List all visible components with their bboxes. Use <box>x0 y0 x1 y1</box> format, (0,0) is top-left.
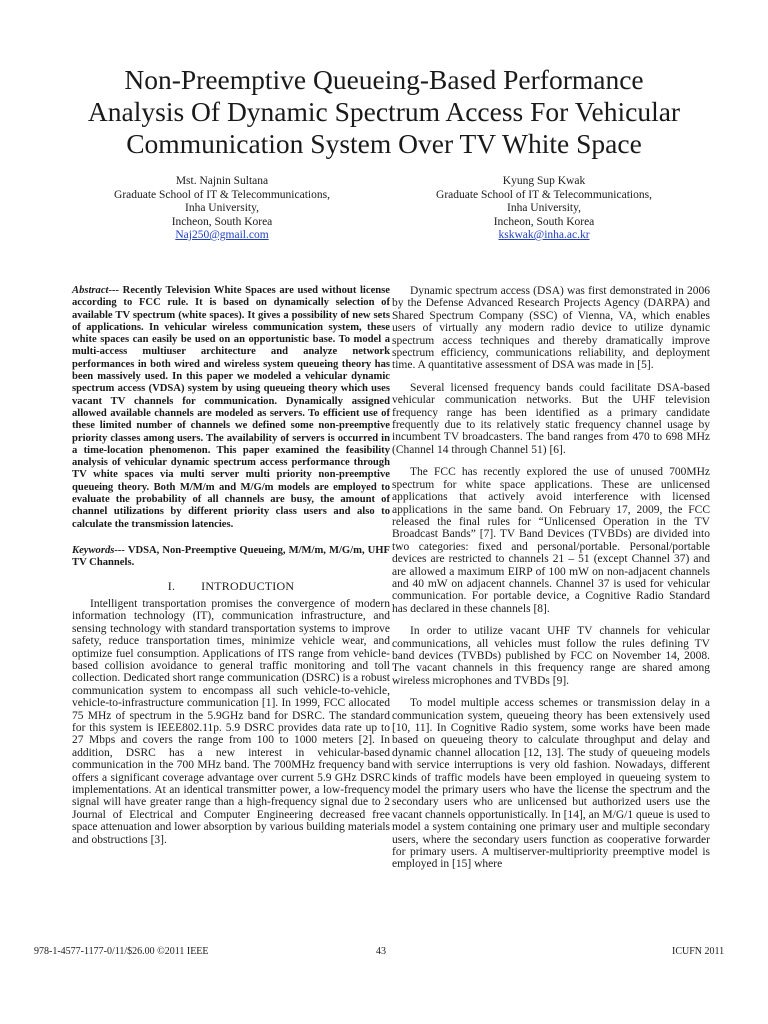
body-paragraph-fcc: The FCC has recently explored the use of unused 700MHz spectrum for white space applications. These are unlicensed applications that actively avoid interference with licensed applications in the same band. On February 17, 2009, the FCC released the final rules for “Unlicensed Operation in the TV Broadcast Bands” [7]. TV Band Devices (TVBDs) are divided into two categories: fixed and personal/portable. Personal/portable devices are restricted to channels 21 – 51 (except Channel 37) and are allowed a maximum EIRP of 100 mW on non-adjacent channels and 40 mW on adjacent channels. Channel 37 is used for vehicular communication. For portable device, a Cognitive Radio Standard has declared in these channels [8]. <box>392 466 710 615</box>
footer-conference: ICUFN 2011 <box>672 946 725 957</box>
abstract-label: Abstract--- <box>72 285 120 296</box>
abstract <box>72 285 390 531</box>
author-location: Incheon, South Korea <box>171 215 273 228</box>
abstract-text: Recently Television White Spaces are used without license according to FCC rule. It is based on dynamically selection of available TV spectrum (white spaces). It gives a possibility of new sets of applications. In vehicular wireless communication system, these white spaces can easily be used on an opportunistic base. To model a multi-access multiuser architecture and analyze network performances in both wired and wireless system queueing theory has been massively used. In this paper we modeled a vehicular dynamic spectrum access (VDSA) system by using queueing theory which uses vacant TV channels for communication. Dynamically assigned allowed available channels are modeled as servers. To efficient use of these limited number of channels we defined some non-preemptive priority classes among users. The availability of servers is occurred in a time-location phenomenon. This paper examined the feasibility analysis of vehicular dynamic spectrum access performance through TV white spaces via multi server multi priority non-preemptive queueing theory. Both M/M/m and M/G/m models are employed to evaluate the probability of all channels are busy, the amount of channel utilizations by different priority class users and also to calculate the transmission latencies. <box>72 285 390 530</box>
keywords <box>72 545 390 570</box>
intro-paragraph-1: Intelligent transportation promises the convergence of modern information technology (IT), communication infrastructure, and sensing technology with standard transportation systems to improve safety, reduce transportation times, minimize vehicle wear, and optimize fuel consumption. Applications of ITS range from vehicle-based collision avoidance to general traffic monitoring and toll collection. Dedicated short range communication (DSRC) is a robust communication system to encompass all such vehicle-to-vehicle, vehicle-to-infrastructure communication [1]. In 1999, FCC allocated 75 MHz of spectrum in the 5.9GHz band for DSRC. The standard for this system is IEEE802.11p. 5.9 DSRC provides data rate up to 27 Mbps and covers the range from 100 to 1000 meters [2]. In addition, DSRC has a new interest in vehicular-based communication in the 700 MHz band. The 700MHz frequency band offers a significant coverage advantage over current 5.9 GHz DSRC implementations. At an identical transmitter power, a low-frequency signal will have greater range than a high-frequency signal due to 2 Journal of Electrical and Computer Engineering decreased free space attenuation and lower absorption by various building materials and obstructions [3]. <box>72 597 390 846</box>
author-dept: Graduate School of IT & Telecommunications, <box>114 188 330 201</box>
author-block-1 <box>72 175 372 243</box>
footer-copyright: 978-1-4577-1177-0/11/$26.00 ©2011 IEEE <box>34 946 209 957</box>
keywords-text: VDSA, Non-Preemptive Queueing, M/M/m, M/G/m, UHF TV Channels. <box>72 544 390 569</box>
section-title: INTRODUCTION <box>201 578 295 593</box>
author-dept: Graduate School of IT & Telecommunications, <box>436 188 652 201</box>
body-paragraph-bands: Several licensed frequency bands could facilitate DSA-based vehicular communication networks. But the UHF television frequency range has been identified as a primary candidate frequently due to its relatively static frequency channel usage by incumbent TV broadcasters. The band ranges from 470 to 698 MHz (Channel 14 through Channel 51) [6]. <box>392 381 710 456</box>
author-name: Mst. Najnin Sultana <box>175 175 269 187</box>
author-block-2 <box>394 175 694 243</box>
author-email-link[interactable]: Naj250@gmail.com <box>175 229 269 241</box>
left-column <box>72 285 390 856</box>
author-email-link[interactable]: kskwak@inha.ac.kr <box>498 229 590 241</box>
paper-title <box>40 64 728 160</box>
author-univ: Inha University, <box>185 202 259 214</box>
title-line-3: Communication System Over TV White Space <box>126 128 642 159</box>
keywords-label: Keywords--- <box>72 544 125 556</box>
section-number: I. <box>167 578 176 593</box>
body-paragraph-dsa: Dynamic spectrum access (DSA) was first demonstrated in 2006 by the Defense Advanced Research Projects Agency (DARPA) and Shared Spectrum Company (SSC) of Vienna, VA, which enables users of virtually any modern radio device to utilize dynamic spectrum access techniques and thereby dramatically improve spectrum efficiency, communications reliability, and deployment time. A quantitative assessment of DSA was made in [5]. <box>392 285 710 372</box>
footer-page-number: 43 <box>376 946 386 957</box>
author-location: Incheon, South Korea <box>493 215 595 228</box>
title-line-2: Analysis Of Dynamic Spectrum Access For Vehicular <box>87 96 681 127</box>
body-paragraph-queueing: To model multiple access schemes or transmission delay in a communication system, queueing theory has been extensively used [10, 11]. In Cognitive Radio system, some works have been made based on queueing theory to calculate throughput and delay and dynamic channel allocation [12, 13]. The study of queueing models with service interruptions is very old fashion. Nowadays, different kinds of traffic models have been employed in queueing system to model the primary users who have the license the spectrum and the secondary users who are unlicensed but authorized users use the vacant channels opportunistically. In [14], an M/G/1 queue is used to model a system containing one primary user and multiple secondary users, where the secondary users function as cooperative forwarder for primary users. A multiserver-multipriority preemptive model is employed in [15] where <box>392 697 710 871</box>
right-column <box>392 285 710 881</box>
author-univ: Inha University, <box>507 202 581 214</box>
author-name: Kyung Sup Kwak <box>502 175 586 187</box>
title-line-1: Non-Preemptive Queueing-Based Performance <box>124 64 644 95</box>
section-heading-introduction <box>72 580 390 592</box>
body-paragraph-uhf: In order to utilize vacant UHF TV channels for vehicular communications, all vehicles must follow the rules defining TV band devices (TVBDs) published by FCC on November 14, 2008. The vacant channels in this frequency range are shared among wireless microphones and TVBDs [9]. <box>392 625 710 687</box>
